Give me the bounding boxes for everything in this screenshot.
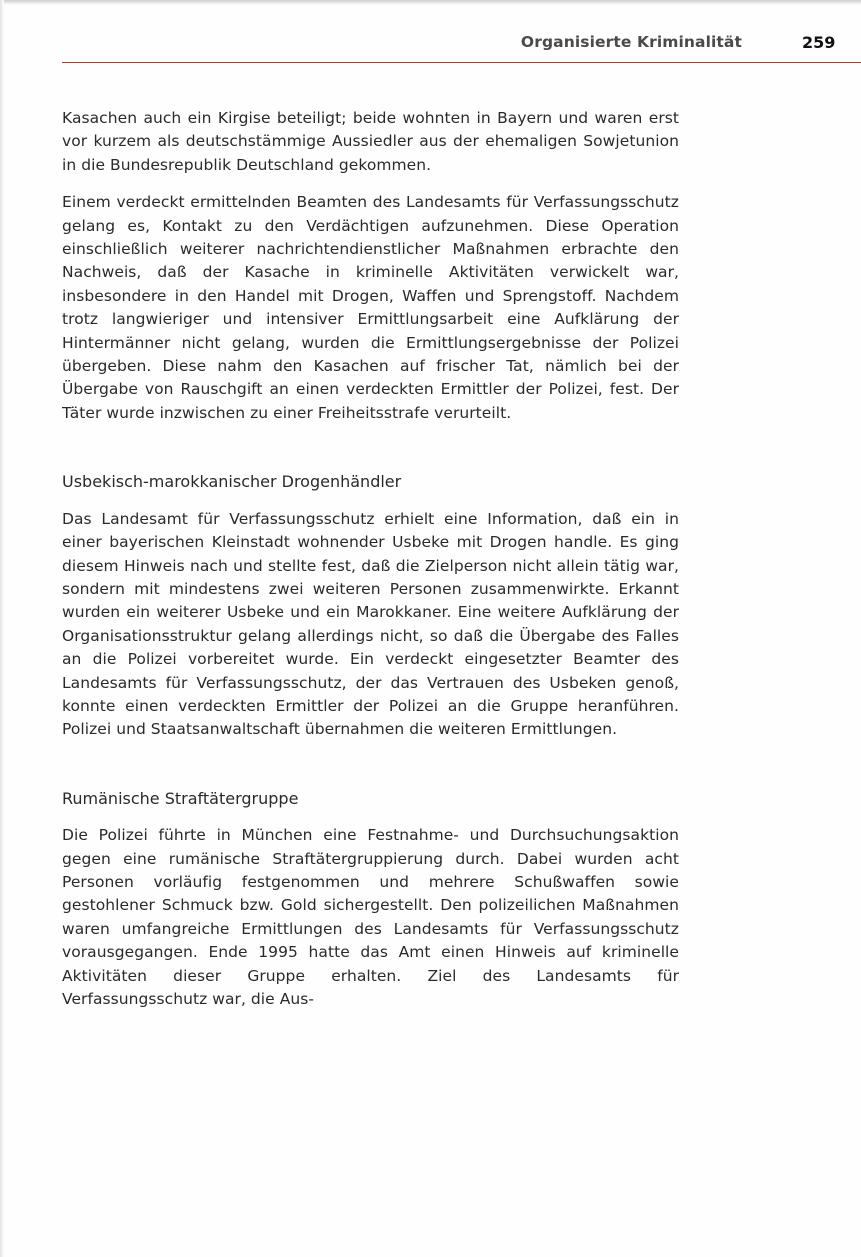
running-title: Organisierte Kriminalität	[520, 33, 742, 51]
running-header	[62, 33, 861, 61]
paragraph: Die Polizei führte in München eine Festnahme- und Durchsuchungsaktion gegen eine rumänische Straftätergruppierung durch. Dabei wurden acht Personen vorläufig festgenommen und mehrere Schußwaffen sowie gestohlener Schmuck bzw. Gold sichergestellt. Den polizeilichen Maßnahmen waren umfangreiche Ermittlungen des Landesamts für Verfassungsschutz vorausgegangen. Ende 1995 hatte das Amt einen Hinweis auf kriminelle Aktivitäten dieser Gruppe erhalten. Ziel des Landesamts für Verfassungsschutz war, die Aus-	[62, 826, 679, 1008]
paragraph: Kasachen auch ein Kirgise beteiligt; beide wohnten in Bayern und waren erst vor kurzem als deutschstämmige Aussiedler aus der ehemaligen Sowjetunion in die Bundesrepublik Deutschland gekommen.	[62, 109, 679, 174]
header-rule	[62, 62, 861, 63]
paragraph: Einem verdeckt ermittelnden Beamten des Landesamts für Verfassungsschutz gelang es, Kontakt zu den Verdächtigen aufzunehmen. Diese Operation einschließlich weiterer nachrichtendienstlicher Maßnahmen erbrachte den Nachweis, daß der Kasache in kriminelle Aktivitäten verwickelt war, insbesondere in den Handel mit Drogen, Waffen und Sprengstoff. Nachdem trotz langwieriger und intensiver Ermittlungsarbeit eine Aufklärung der Hintermänner nicht gelang, wurden die Ermittlungsergebnisse der Polizei übergeben. Diese nahm den Kasachen auf frischer Tat, nämlich bei der Übergabe von Rauschgift an einen verdeckten Ermittler der Polizei, fest. Der Täter wurde inzwischen zu einer Freiheitsstrafe verurteilt.	[62, 193, 679, 422]
scan-edge	[0, 0, 4, 1257]
section-heading: Usbekisch-marokkanischer Drogenhändler	[62, 472, 402, 492]
scan-edge	[0, 0, 861, 5]
section-heading: Rumänische Straftätergruppe	[62, 788, 299, 808]
body-text	[62, 107, 679, 1011]
paragraph: Das Landesamt für Verfassungsschutz erhielt eine Information, daß ein in einer bayerischen Kleinstadt wohnender Usbeke mit Drogen handle. Es ging diesem Hinweis nach und stellte fest, daß die Zielperson nicht allein tätig war, sondern mit mindestens zwei weiteren Personen zusammenwirkte. Erkannt wurden ein weiterer Usbeke und ein Marokkaner. Eine weitere Aufklärung der Organisationsstruktur gelang allerdings nicht, so daß die Übergabe des Falles an die Polizei vorbereitet wurde. Ein verdeckt eingesetzter Beamter des Landesamts für Verfassungsschutz, der das Vertrauen des Usbeken genoß, konnte einen verdeckten Ermittler der Polizei an die Gruppe heranführen. Polizei und Staatsanwaltschaft übernahmen die weiteren Ermittlungen.	[62, 509, 679, 739]
page-number: 259	[802, 33, 836, 52]
